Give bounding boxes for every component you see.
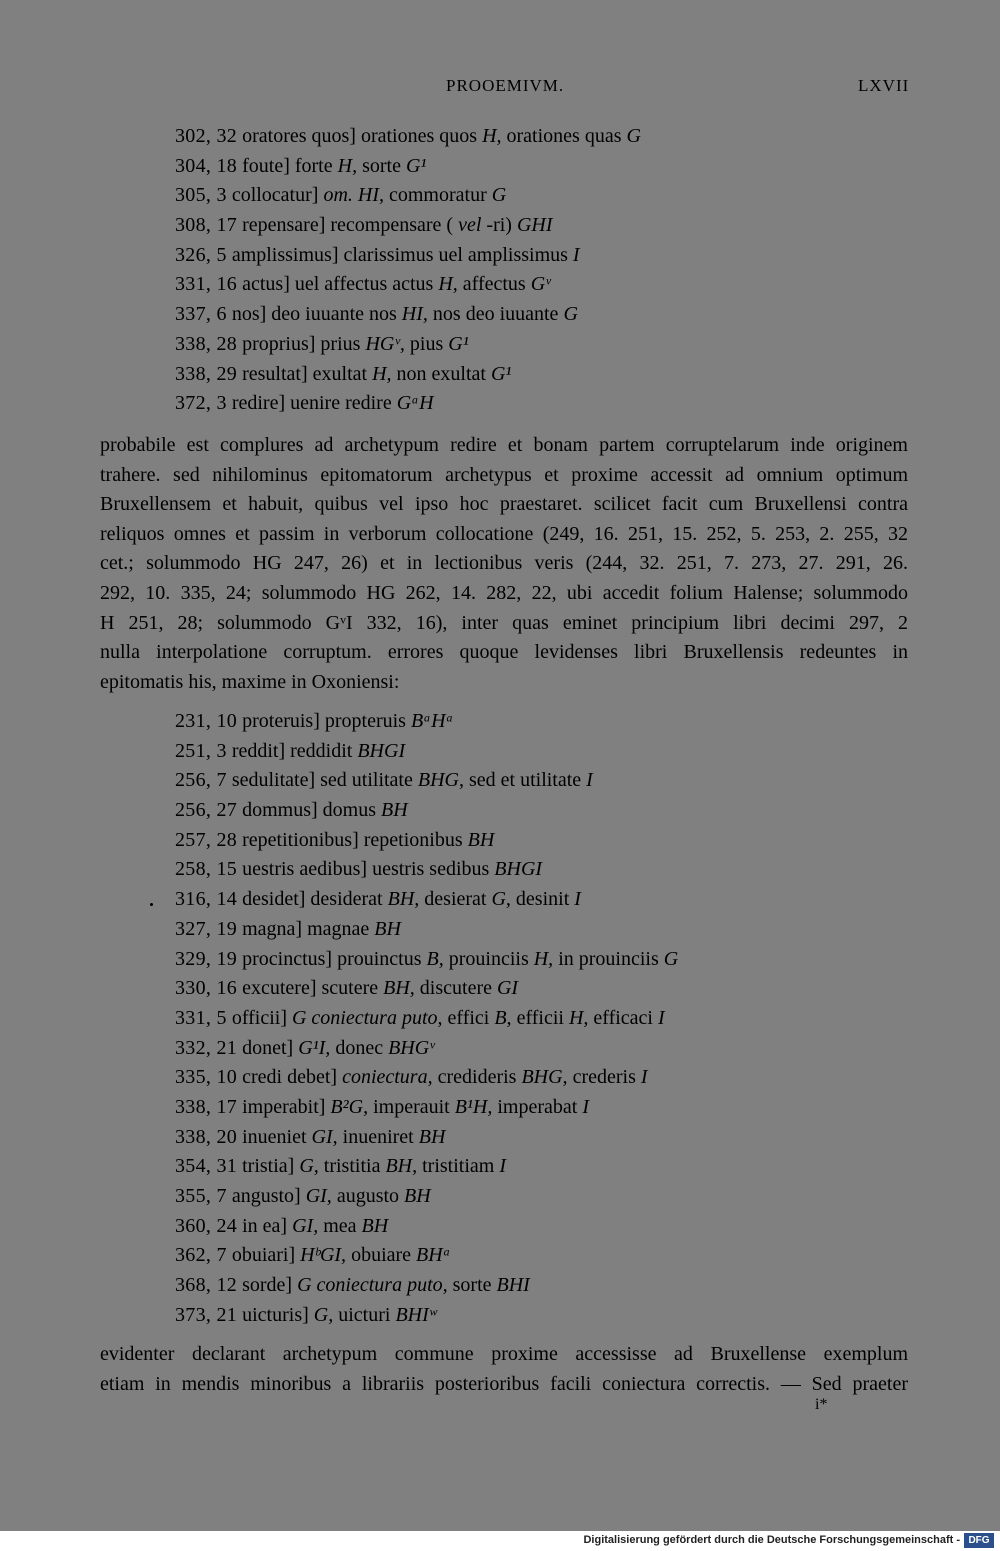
apparatus-entry (175, 270, 641, 300)
entry-siglum: BHI (496, 1274, 530, 1297)
entry-lemma: uestris aedibus] uestris sedibus (242, 858, 490, 881)
entry-siglum: GHI (516, 214, 553, 237)
entry-lemma: proprius] prius (242, 332, 361, 355)
text-line: Bruxellensem et habuit, quibus vel ipso hoc praestaret. scilicet facit cum Bruxellensi contra (100, 493, 908, 516)
entry-locus: 338, 28 (175, 332, 238, 355)
entry-locus: 256, 7 (175, 769, 227, 792)
entry-lemma: inueniet (242, 1125, 307, 1148)
entry-variant: sorte (452, 1274, 492, 1297)
funding-credit: Digitalisierung gefördert durch die Deutsche Forschungsgemeinschaft - (583, 1534, 960, 1546)
entry-variant: affectus (462, 273, 526, 296)
entry-siglum: HGᵛ, (365, 332, 405, 355)
apparatus-entry (175, 945, 678, 975)
apparatus-entry (175, 885, 678, 915)
entry-variant: sorte (362, 154, 401, 177)
entry-locus: 251, 3 (175, 739, 227, 762)
entry-lemma: credi debet] (242, 1066, 338, 1089)
entry-locus: 362, 7 (175, 1244, 227, 1267)
apparatus-list-1 (175, 122, 641, 419)
page-number: LXVII (858, 76, 910, 95)
entry-locus: 258, 15 (175, 858, 238, 881)
apparatus-entry (175, 855, 678, 885)
entry-lemma: officii] (231, 1006, 287, 1029)
apparatus-entry (175, 974, 678, 1004)
apparatus-entry (175, 389, 641, 419)
apparatus-entry (175, 1093, 678, 1123)
entry-variant: augusto (336, 1185, 400, 1207)
running-header (0, 76, 1000, 100)
entry-locus: 338, 17 (175, 1095, 238, 1118)
entry-siglum: BHᵃ (416, 1244, 451, 1267)
entry-siglum: H, (568, 1006, 589, 1029)
entry-variant: tristitia (323, 1155, 381, 1178)
entry-siglum: G, (299, 1155, 319, 1178)
entry-siglum: G (626, 125, 641, 147)
entry-variant: crederis (572, 1066, 636, 1089)
entry-siglum: I (582, 1095, 590, 1118)
entry-locus: 373, 21 (175, 1303, 238, 1326)
entry-locus: 355, 7 (175, 1185, 227, 1207)
entry-siglum: BH (381, 799, 408, 822)
entry-siglum: BH, (387, 888, 420, 911)
entry-lemma: repensare] recompensare ( (242, 214, 454, 237)
apparatus-entry (175, 1241, 678, 1271)
entry-lemma: proteruis] propteruis (242, 710, 406, 732)
apparatus-entry (175, 300, 641, 330)
entry-locus: 372, 3 (175, 392, 227, 415)
entry-variant: in prouinciis (558, 947, 659, 970)
entry-siglum: I (658, 1006, 665, 1029)
running-title: PROOEMIVM. (446, 76, 565, 95)
entry-siglum: G¹ (490, 362, 512, 385)
entry-variant: donec (335, 1036, 384, 1059)
print-speck (150, 903, 153, 906)
entry-locus: 332, 21 (175, 1036, 238, 1059)
entry-siglum: GI, (311, 1125, 338, 1148)
entry-locus: 304, 18 (175, 154, 238, 177)
apparatus-entry (175, 152, 641, 182)
apparatus-entry (175, 796, 678, 826)
entry-locus: 335, 10 (175, 1066, 238, 1089)
entry-variant: commoratur (388, 184, 487, 207)
entry-siglum: BH (404, 1185, 431, 1207)
apparatus-entry (175, 211, 641, 241)
entry-variant: -ri) (486, 214, 512, 237)
apparatus-entry (175, 241, 641, 271)
entry-siglum: G, (491, 888, 511, 911)
entry-lemma: procinctus] prouinctus (242, 947, 422, 970)
apparatus-entry (175, 826, 678, 856)
entry-siglum: H, (372, 362, 392, 385)
entry-siglum: HᵇGI, (300, 1244, 347, 1267)
text-line: probabile est complures ad archetypum redire et bonam partem corruptelarum inde originem (100, 434, 908, 456)
entry-siglum: B, (426, 947, 444, 970)
text-line: etiam in mendis minoribus a librariis posterioribus facili coniectura correctis. — Sed praeter (100, 1372, 908, 1395)
entry-locus: 257, 28 (175, 828, 238, 851)
apparatus-entry (175, 1004, 678, 1034)
text-line: nulla interpolatione corruptum. errores quoque levidenses libri Bruxellensis redeuntes in (100, 641, 908, 664)
entry-siglum: BH, (385, 1155, 418, 1178)
entry-variant: mea (323, 1214, 357, 1237)
entry-locus: 337, 6 (175, 303, 227, 326)
entry-variant: inueniret (342, 1125, 414, 1148)
apparatus-entry (175, 1271, 678, 1301)
entry-variant: efficaci (593, 1006, 653, 1029)
entry-siglum: coniectura, (342, 1066, 433, 1089)
apparatus-entry (175, 330, 641, 360)
entry-lemma: resultat] exultat (242, 362, 368, 385)
entry-variant: prouinciis (448, 947, 529, 970)
entry-locus: 331, 5 (175, 1006, 227, 1029)
entry-siglum: GI, (305, 1185, 332, 1207)
entry-lemma: sedulitate] sed utilitate (231, 769, 413, 792)
entry-lemma: tristia] (242, 1155, 295, 1178)
text-line: cet.; solummodo HG 247, 26) et in lectionibus veris (244, 32. 251, 7. 273, 27. 291, 26. (100, 552, 908, 575)
apparatus-entry (175, 1301, 678, 1331)
entry-variant: obuiare (351, 1244, 412, 1267)
text-line: 292, 10. 335, 24; solummodo HG 262, 14. 282, 22, ubi accedit folium Halense; solummodo (100, 581, 908, 604)
entry-locus: 338, 29 (175, 362, 238, 385)
entry-siglum: H, (533, 947, 554, 970)
entry-locus: 231, 10 (175, 710, 238, 732)
entry-siglum: I (586, 769, 593, 792)
entry-siglum: H, (438, 273, 458, 296)
entry-locus: 354, 31 (175, 1155, 238, 1178)
paragraph-1 (100, 431, 908, 697)
entry-siglum: BHG, (521, 1066, 568, 1089)
entry-siglum: vel (458, 214, 482, 237)
entry-lemma: desidet] desiderat (242, 888, 383, 911)
entry-siglum: BHG, (417, 769, 464, 792)
entry-variant: desierat (424, 888, 487, 911)
entry-siglum: G (491, 184, 507, 207)
entry-lemma: donet] (242, 1036, 294, 1059)
entry-variant: sed et utilitate (468, 769, 582, 792)
entry-siglum: G (563, 303, 578, 326)
entry-locus: 360, 24 (175, 1214, 238, 1237)
entry-locus: 302, 32 (175, 125, 238, 147)
entry-siglum: BH (418, 1125, 446, 1148)
entry-siglum: Gᵛ (530, 273, 551, 296)
entry-lemma: obuiari] (231, 1244, 296, 1267)
paragraph-2 (100, 1340, 908, 1399)
entry-lemma: magna] magnae (242, 917, 370, 940)
entry-variant: credideris (437, 1066, 517, 1089)
entry-variant: pius (409, 332, 444, 355)
entry-variant: non exultat (396, 362, 486, 385)
entry-lemma: actus] uel affectus actus (242, 273, 434, 296)
entry-siglum: I (572, 243, 580, 266)
apparatus-entry (175, 1063, 678, 1093)
entry-siglum: BH (374, 917, 401, 940)
entry-siglum: BH (361, 1214, 389, 1237)
dfg-logo: DFG (964, 1533, 994, 1548)
entry-lemma: oratores quos] orationes quos (242, 125, 478, 147)
entry-lemma: nos] deo iuuante nos (231, 303, 397, 326)
entry-variant: efficii (516, 1006, 564, 1029)
apparatus-entry (175, 181, 641, 211)
entry-siglum: om. HI, (323, 184, 384, 207)
entry-siglum: G¹ (448, 332, 469, 355)
entry-lemma: dommus] domus (242, 799, 377, 822)
text-line: reliquos omnes et passim in verborum collocatione (249, 16. 251, 15. 252, 5. 253, 2. 255, 32 (100, 522, 908, 545)
entry-siglum: G coniectura puto, (297, 1274, 448, 1297)
apparatus-entry (175, 360, 641, 390)
apparatus-entry (175, 1152, 678, 1182)
entry-variant: orationes quas (506, 125, 622, 147)
entry-siglum: BᵃHᵃ (410, 710, 454, 732)
entry-lemma: angusto] (231, 1185, 301, 1207)
entry-lemma: foute] forte (242, 154, 333, 177)
entry-variant: nos deo iuuante (432, 303, 559, 326)
entry-siglum: G, (313, 1303, 334, 1326)
entry-lemma: redire] uenire redire (231, 392, 392, 415)
entry-variant: tristitiam (422, 1155, 495, 1178)
entry-siglum: I (499, 1155, 507, 1178)
apparatus-entry (175, 1123, 678, 1153)
entry-siglum: B, (494, 1006, 512, 1029)
footer-bar (0, 1531, 1000, 1551)
entry-variant: desinit (515, 888, 570, 911)
apparatus-entry (175, 1182, 678, 1212)
entry-siglum: G¹I, (298, 1036, 331, 1059)
text-line: H 251, 28; solummodo GᵛI 332, 16), inter quas eminet principium libri decimi 297, 2 (100, 611, 908, 634)
entry-siglum: G coniectura puto, (291, 1006, 443, 1029)
entry-locus: 256, 27 (175, 799, 238, 822)
entry-siglum: BHGᵛ (388, 1036, 435, 1059)
apparatus-entry (175, 1212, 678, 1242)
entry-lemma: sorde] (242, 1274, 293, 1297)
apparatus-entry (175, 915, 678, 945)
entry-siglum: G (663, 947, 679, 970)
entry-lemma: collocatur] (231, 184, 319, 207)
entry-locus: 331, 16 (175, 273, 238, 296)
entry-variant: discutere (419, 977, 492, 1000)
entry-lemma: reddit] reddidit (231, 739, 353, 762)
entry-lemma: amplissimus] clarissimus uel amplissimus (231, 243, 568, 266)
entry-siglum: GI, (292, 1214, 319, 1237)
entry-lemma: excutere] scutere (242, 977, 379, 1000)
entry-siglum: B²G, (330, 1095, 369, 1118)
entry-siglum: I (640, 1066, 648, 1089)
entry-lemma: imperabit] (242, 1095, 326, 1118)
entry-siglum: GI (496, 977, 519, 1000)
entry-siglum: G¹ (405, 154, 427, 177)
entry-siglum: BH (467, 828, 495, 851)
entry-siglum: I (574, 888, 581, 911)
entry-siglum: BH, (383, 977, 415, 1000)
text-line: epitomatis his, maxime in Oxoniensi: (100, 670, 400, 693)
entry-variant: effici (447, 1006, 490, 1029)
apparatus-entry (175, 707, 678, 737)
entry-locus: 326, 5 (175, 243, 227, 266)
entry-locus: 368, 12 (175, 1274, 238, 1297)
entry-locus: 316, 14 (175, 888, 238, 911)
entry-locus: 330, 16 (175, 977, 238, 1000)
entry-siglum: BHGI (357, 739, 406, 762)
entry-locus: 327, 19 (175, 917, 238, 940)
apparatus-entry (175, 122, 641, 152)
entry-locus: 329, 19 (175, 947, 238, 970)
entry-variant: uicturi (338, 1303, 391, 1326)
entry-locus: 305, 3 (175, 184, 227, 207)
entry-siglum: HI, (401, 303, 428, 326)
entry-siglum: GᵃH (396, 392, 434, 415)
entry-siglum: H, (482, 125, 502, 147)
entry-locus: 308, 17 (175, 214, 238, 237)
entry-variant: imperauit (373, 1095, 450, 1118)
entry-lemma: repetitionibus] repetionibus (242, 828, 463, 851)
entry-siglum: BHIʷ (395, 1303, 437, 1326)
entry-lemma: uicturis] (242, 1303, 309, 1326)
entry-locus: 338, 20 (175, 1125, 238, 1148)
entry-variant: imperabat (497, 1095, 578, 1118)
apparatus-entry (175, 737, 678, 767)
signature-mark: i* (815, 1396, 828, 1413)
apparatus-entry (175, 766, 678, 796)
entry-siglum: H, (337, 154, 358, 177)
entry-siglum: BHGI (494, 858, 543, 881)
entry-lemma: in ea] (242, 1214, 288, 1237)
text-line: evidenter declarant archetypum commune proxime accessisse ad Bruxellense exemplum (100, 1343, 908, 1365)
apparatus-entry (175, 1034, 678, 1064)
text-line: trahere. sed nihilominus epitomatorum archetypus et proxime accessit ad omnium optimum (100, 463, 908, 486)
entry-siglum: B¹H, (454, 1095, 493, 1118)
apparatus-list-2 (175, 707, 678, 1330)
